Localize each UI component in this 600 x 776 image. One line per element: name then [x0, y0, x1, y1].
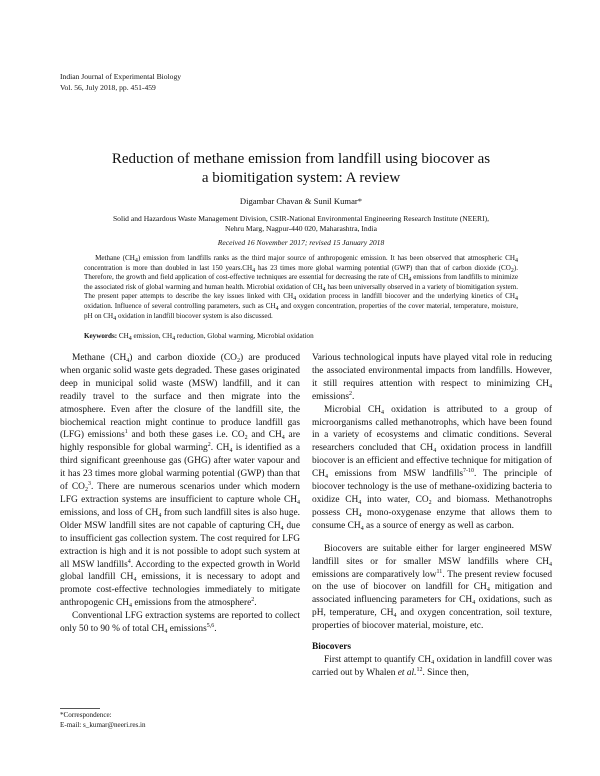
intro-paragraph-2: Conventional LFG extraction systems are reported to collect only 50 to 90 % of total $CH_4$ emissions$^{5,6}$.	[60, 611, 300, 636]
biocovers-paragraph-1: First attempt to quantify $CH_4$ oxidation in landfill cover was carried out by Whalen et al.$^{12}$. Since then,	[312, 654, 552, 678]
section-heading-biocovers: Biocovers	[312, 642, 352, 653]
journal-header	[60, 72, 181, 93]
correspondence-footnote: *Correspondence: E-mail: s_kumar@neeri.res.in	[60, 711, 146, 729]
intro-paragraph-1: Methane $(CH_4)$ and carbon dioxide $(CO_2)$ are produced when organic solid waste gets degraded. These gases originated deep in municipal solid waste (MSW) landfill, and it can readily travel to the surface and then migrate into the atmosphere. Even after the closure of the landfill site, the biochemical reaction might continue to produce landfill gas (LFG) emissions$^1$ and both these gases i.e. $CO_2$ and $CH_4$ are highly responsible for global warming$^2$. $CH_4$ is identified as a third significant greenhouse gas (GHG) after water vapour and it has 23 times more global warming potential (GWP) than that of $CO_2^3$. There are numerous scenarios under which modern LFG extraction systems are insufficient to capture whole $CH_4$ emissions, and loss of $CH_4$ from such landfill sites is also huge. Older MSW landfill sites are not capable of capturing $CH_4$ due to insufficient gas collection system. The cost required for LFG extraction is high and it is not possible to adopt such system at all MSW landfills$^4$. According to the expected growth in World global landfill $CH_4$ emissions, it is necessary to adopt and promote cost-effective technologies immediately to mitigate anthropogenic $CH_4$ emissions from the atmosphere$^2$.	[60, 353, 301, 610]
intro-paragraph-3: Various technological inputs have played vital role in reducing the associated environmental impacts from landfills. However, it still requires attention with respect to minimizing $CH_4$ emissions$^2$.	[312, 353, 552, 402]
journal-name: Indian Journal of Experimental Biology	[60, 72, 182, 81]
affiliation: Solid and Hazardous Waste Management Division, CSIR-National Environmental Engineering Research Institute (NEERI), Nehru Marg, Nagpur-440 020, Maharashtra, India	[112, 214, 490, 233]
intro-paragraph-4: Microbial $CH_4$ oxidation is attributed to a group of microorganisms called methanotrophs, which have been found in a variety of ecosystems and climatic conditions. Several researchers concluded that $CH_4$ oxidation process in landfill biocover is an efficient and effective technique for mitigation of $CH_4$ emissions from MSW landfills$^{7-10}$. The principle of biocover technology is the use of methane-oxidizing bacteria to oxidize $CH_4$ into water, $CO_2$ and biomass. Methanotrophs possess $CH_4$ mono-oxygenase enzyme that allows them to consume $CH_4$ as a source of energy as well as carbon.	[312, 404, 553, 532]
journal-volume: Vol. 56, July 2018, pp. 451-459	[60, 82, 156, 92]
keywords-label: Keywords:	[84, 332, 118, 340]
footnote-rule	[60, 708, 100, 709]
abstract: Methane $(CH_4)$ emission from landfills ranks as the third major source of anthropogenic emission. It has been observed that atmospheric $CH_4$ concentration is more than doubled in last 150 $years.CH_4$ has 23 times more global warming potential (GWP) than that of carbon dioxide $(CO_2)$. Therefore, the growth and field application of cost-effective techniques are essential for decreasing the rate of $CH_4$ emissions from landfills to minimize the associated risk of global warming and human health. Microbial oxidation of $CH_4$ has been universally observed in a variety of biomitigation system. The present paper attempts to describe the key issues linked with $CH_4$ oxidation process in landfill biocover and the underlying kinetics of $CH_4$ oxidation. Influence of several controlling parameters, such as $CH_4$ and oxygen concentration, properties of the cover material, temperature, moisture, pH on $CH_4$ oxidation in landfill biocover system is also discussed.	[84, 254, 519, 322]
correspondence-email: E-mail: s_kumar@neeri.res.in	[60, 720, 146, 729]
received-dates: Received 16 November 2017; revised 15 January 2018	[217, 238, 385, 247]
paper-title: Reduction of methane emission from landfill using biocover as a biomitigation system: A review	[111, 151, 491, 186]
right-column	[312, 352, 552, 680]
author-list: Digambar Chavan & Sunil Kumar*	[239, 196, 363, 206]
left-column	[60, 352, 300, 636]
intro-paragraph-5: Biocovers are suitable either for larger engineered MSW landfill sites or for smaller MSW landfills where $CH_4$ emissions are comparatively low$^{11}$. The present review focused on the use of biocover on landfill for $CH_4$ mitigation and associated influencing parameters for $CH_4$ oxidations, such as pH, temperature, $CH_4$ and oxygen concentration, soil texture, properties of biocover material, moisture, etc.	[312, 543, 553, 632]
keywords: Keywords: $CH_4$ emission, $CH_4$ reduction, Global warming, Microbial oxidation	[84, 332, 314, 342]
